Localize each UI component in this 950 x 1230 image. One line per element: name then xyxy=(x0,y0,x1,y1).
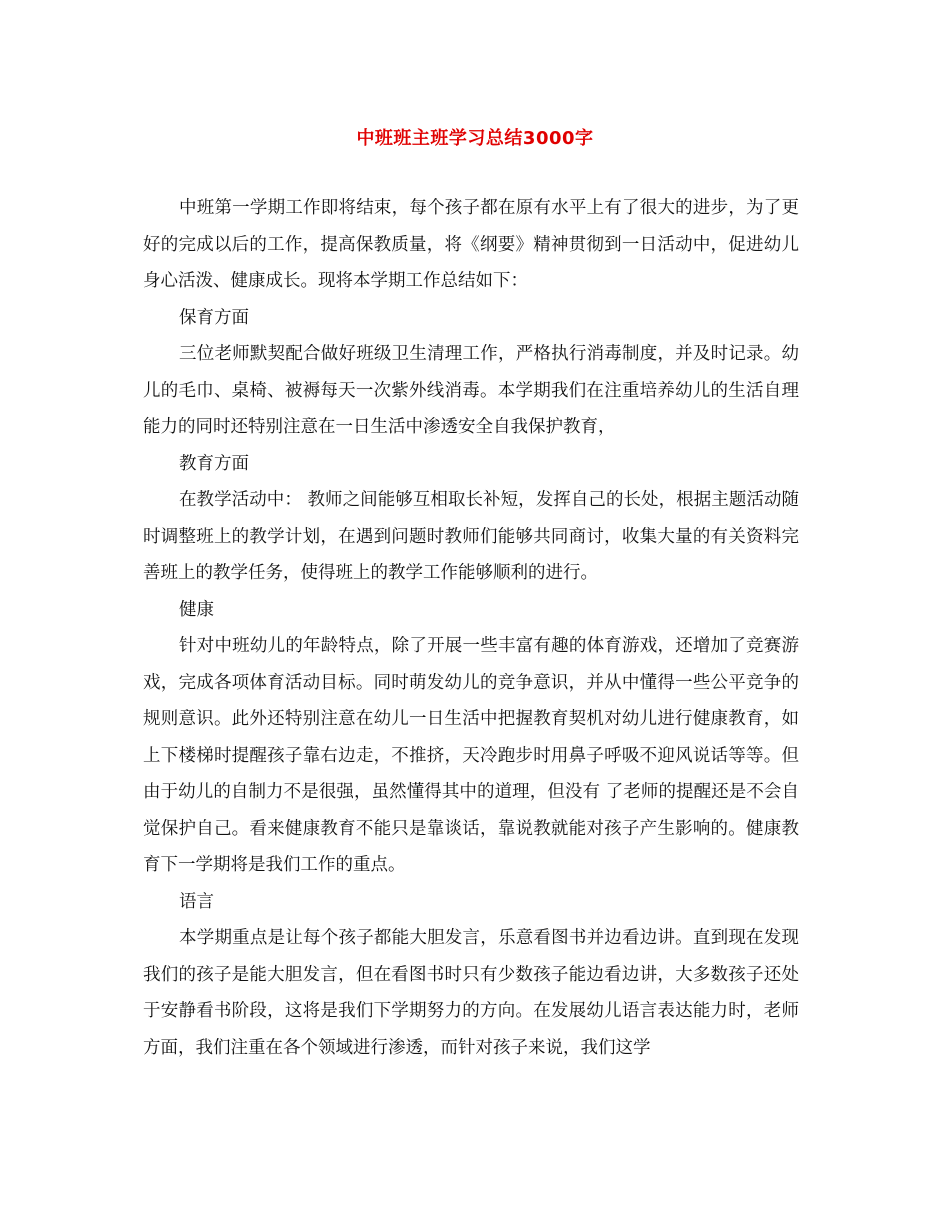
section-paragraph-education: 在教学活动中： 教师之间能够互相取长补短，发挥自己的长处，根据主题活动随时调整班上的教学计划，在遇到问题时教师们能够共同商讨，收集大量的有关资料完善班上的教学任务，使得班上的教学工作能够顺利的进行。 xyxy=(143,490,799,583)
section-paragraph-health: 针对中班幼儿的年龄特点，除了开展一些丰富有趣的体育游戏，还增加了竞赛游戏，完成各项体育活动目标。同时萌发幼儿的竞争意识，并从中懂得一些公平竞争的规则意识。此外还特别注意在幼儿一日生活中把握教育契机对幼儿进行健康教育，如上下楼梯时提醒孩子靠右边走，不推挤，天冷跑步时用鼻子呼吸不迎风说话等等。但由于幼儿的自制力不是很强，虽然懂得其中的道理，但没有 了老师的提醒还是不会自觉保护自己。看来健康教育不能只是靠谈话，靠说教就能对孩子产生影响的。健康教育下一学期将是我们工作的重点。 xyxy=(143,636,799,875)
section-heading-language: 语言 xyxy=(179,891,214,912)
document-title: 中班班主班学习总结3000字 xyxy=(356,128,594,149)
document-body xyxy=(143,190,799,1066)
section-heading-education: 教育方面 xyxy=(179,453,249,474)
section-heading-care: 保育方面 xyxy=(179,307,249,328)
section-heading-health: 健康 xyxy=(179,599,214,620)
intro-paragraph: 中班第一学期工作即将结束，每个孩子都在原有水平上有了很大的进步，为了更好的完成以后的工作，提高保教质量，将《纲要》精神贯彻到一日活动中，促进幼儿身心活泼、健康成长。现将本学期工作总结如下： xyxy=(143,198,799,291)
section-paragraph-care: 三位老师默契配合做好班级卫生清理工作，严格执行消毒制度，并及时记录。幼儿的毛巾、桌椅、被褥每天一次紫外线消毒。本学期我们在注重培养幼儿的生活自理能力的同时还特别注意在一日生活中渗透安全自我保护教育， xyxy=(143,344,799,437)
section-paragraph-language: 本学期重点是让每个孩子都能大胆发言，乐意看图书并边看边讲。直到现在发现我们的孩子是能大胆发言，但在看图书时只有少数孩子能边看边讲，大多数孩子还处于安静看书阶段，这将是我们下学期努力的方向。在发展幼儿语言表达能力时，老师方面，我们注重在各个领域进行渗透，而针对孩子来说，我们这学 xyxy=(143,928,799,1058)
